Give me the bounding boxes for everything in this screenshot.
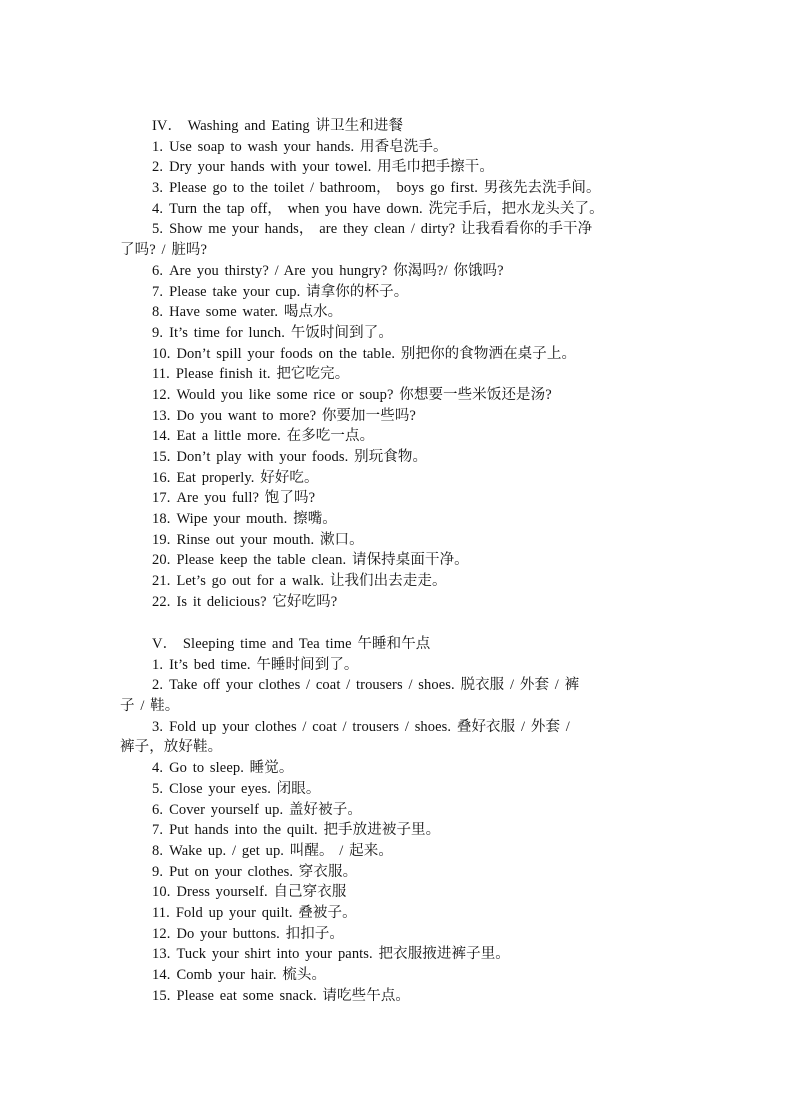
item-number: 19. <box>152 531 171 548</box>
item-text: Are you thirsty? / Are you hungry? 你渴吗?/ 你饿吗? <box>169 262 504 279</box>
item-text: Have some water. 喝点水。 <box>169 304 343 321</box>
list-item <box>120 468 680 489</box>
item-text: Please finish it. 把它吃完。 <box>175 366 350 383</box>
list-item <box>120 219 680 240</box>
item-number: 6. <box>152 262 164 279</box>
list-item <box>120 199 680 220</box>
item-text: Fold up your quilt. 叠被子。 <box>175 904 357 921</box>
item-number: 12. <box>152 925 171 942</box>
item-continuation: 了吗? / 脏吗? <box>120 242 208 259</box>
item-number: 9. <box>152 324 164 341</box>
list-item <box>120 302 680 323</box>
list-item <box>120 509 680 530</box>
list-item <box>120 571 680 592</box>
item-continuation: 子 / 鞋。 <box>120 698 180 715</box>
item-number: 5. <box>152 221 164 238</box>
item-list <box>120 655 680 1007</box>
list-item <box>120 261 680 282</box>
item-number: 7. <box>152 283 164 300</box>
list-item <box>120 178 680 199</box>
item-number: 8. <box>152 842 164 859</box>
item-number: 14. <box>152 967 171 983</box>
item-number: 13. <box>152 946 171 963</box>
item-text: Use soap to wash your hands. 用香皂洗手。 <box>169 138 448 155</box>
item-text: Fold up your clothes / coat / trousers / shoes. 叠好衣服 / 外套 / <box>169 718 570 735</box>
item-text: Don’t play with your foods. 别玩食物。 <box>176 449 428 465</box>
item-text: It’s time for lunch. 午饭时间到了。 <box>169 324 393 341</box>
item-number: 4. <box>152 760 164 777</box>
item-number: 21. <box>152 573 171 590</box>
item-continuation: 裤子，放好鞋。 <box>120 739 223 756</box>
list-item <box>120 426 680 447</box>
item-number: 12. <box>152 386 171 403</box>
item-text: Are you full? 饱了吗? <box>176 490 316 507</box>
item-text: Take off your clothes / coat / trousers / shoes. 脱衣服 / 外套 / 裤 <box>169 677 580 694</box>
item-text: Go to sleep. 睡觉。 <box>169 760 294 777</box>
list-item <box>120 323 680 344</box>
list-item <box>120 820 680 841</box>
item-number: 6. <box>152 801 164 818</box>
item-text: Put hands into the quilt. 把手放进被子里。 <box>169 822 441 839</box>
item-number: 5. <box>152 780 164 797</box>
list-item <box>120 862 680 883</box>
item-number: 11. <box>152 904 170 921</box>
item-list <box>120 137 680 613</box>
item-number: 8. <box>152 304 164 321</box>
item-text: Show me your hands， are they clean / dirty? 让我看看你的手干净 <box>169 221 593 238</box>
list-item <box>120 447 680 468</box>
list-item <box>120 385 680 406</box>
item-text: Please eat some snack. 请吃些午点。 <box>176 987 411 1004</box>
section-washing-eating <box>120 116 680 613</box>
item-number: 18. <box>152 511 171 528</box>
list-item <box>120 944 680 965</box>
item-text: Put on your clothes. 穿衣服。 <box>169 863 358 880</box>
list-item <box>120 717 680 738</box>
item-text: It’s bed time. 午睡时间到了。 <box>169 656 359 673</box>
item-number: 4. <box>152 200 164 217</box>
item-number: 15. <box>152 987 171 1004</box>
list-item <box>120 924 680 945</box>
item-text: Please keep the table clean. 请保持桌面干净。 <box>176 552 469 569</box>
item-number: 7. <box>152 822 164 839</box>
item-text: Turn the tap off， when you have down. 洗完手后，把水龙头关了。 <box>169 200 604 217</box>
item-text: Dry your hands with your towel. 用毛巾把手擦干。 <box>169 159 494 176</box>
item-text: Would you like some rice or soup? 你想要一些米饭还是汤? <box>176 386 552 403</box>
list-item <box>120 779 680 800</box>
item-text: Rinse out your mouth. 漱口。 <box>176 531 364 548</box>
list-item <box>120 157 680 178</box>
list-item <box>120 655 680 676</box>
item-text: Comb your hair. 梳头。 <box>176 967 327 983</box>
item-number: 20. <box>152 552 171 569</box>
item-number: 11. <box>152 366 170 383</box>
section-heading: IV． Washing and Eating 讲卫生和进餐 <box>152 118 404 134</box>
item-number: 16. <box>152 469 171 486</box>
list-item <box>120 488 680 509</box>
list-item <box>120 530 680 551</box>
list-item <box>120 675 680 696</box>
item-text: Wipe your mouth. 擦嘴。 <box>176 511 337 528</box>
section-sleeping-tea <box>120 634 680 1006</box>
item-text: Eat a little more. 在多吃一点。 <box>176 428 375 445</box>
item-text: Eat properly. 好好吃。 <box>176 469 319 486</box>
item-text: Do your buttons. 扣扣子。 <box>176 925 345 942</box>
item-text: Close your eyes. 闭眼。 <box>169 780 321 797</box>
item-text: Dress yourself. 自己穿衣服 <box>176 884 347 901</box>
list-item <box>120 592 680 613</box>
list-item <box>120 841 680 862</box>
item-number: 22. <box>152 593 171 610</box>
item-text: Please go to the toilet / bathroom， boys go first. 男孩先去洗手间。 <box>169 180 601 197</box>
list-item <box>120 800 680 821</box>
item-text: Do you want to more? 你要加一些吗? <box>176 407 416 424</box>
list-item <box>120 550 680 571</box>
list-item <box>120 282 680 303</box>
item-text: Please take your cup. 请拿你的杯子。 <box>169 283 409 300</box>
section-heading: V． Sleeping time and Tea time 午睡和午点 <box>152 636 431 652</box>
item-number: 3. <box>152 718 164 735</box>
item-number: 13. <box>152 407 171 424</box>
item-text: Cover yourself up. 盖好被子。 <box>169 801 362 818</box>
item-number: 3. <box>152 180 164 197</box>
item-number: 1. <box>152 138 164 155</box>
list-item <box>120 758 680 779</box>
list-item <box>120 406 680 427</box>
item-number: 10. <box>152 884 171 901</box>
item-text: Let’s go out for a walk. 让我们出去走走。 <box>176 573 447 590</box>
item-number: 2. <box>152 677 164 694</box>
list-item <box>120 364 680 385</box>
item-number: 1. <box>152 656 164 673</box>
item-text: Don’t spill your foods on the table. 别把你的食物洒在桌子上。 <box>176 345 577 362</box>
list-item <box>120 903 680 924</box>
item-text: Tuck your shirt into your pants. 把衣服掖进裤子里。 <box>176 946 510 963</box>
item-number: 10. <box>152 345 171 362</box>
item-number: 9. <box>152 863 164 880</box>
item-number: 17. <box>152 490 171 507</box>
item-text: Is it delicious? 它好吃吗? <box>176 593 338 610</box>
item-text: Wake up. / get up. 叫醒。 / 起来。 <box>169 842 393 859</box>
item-number: 15. <box>152 449 171 465</box>
list-item <box>120 344 680 365</box>
item-number: 14. <box>152 428 171 445</box>
list-item <box>120 882 680 903</box>
list-item <box>120 986 680 1007</box>
list-item <box>120 965 680 986</box>
list-item <box>120 137 680 158</box>
item-number: 2. <box>152 159 164 176</box>
